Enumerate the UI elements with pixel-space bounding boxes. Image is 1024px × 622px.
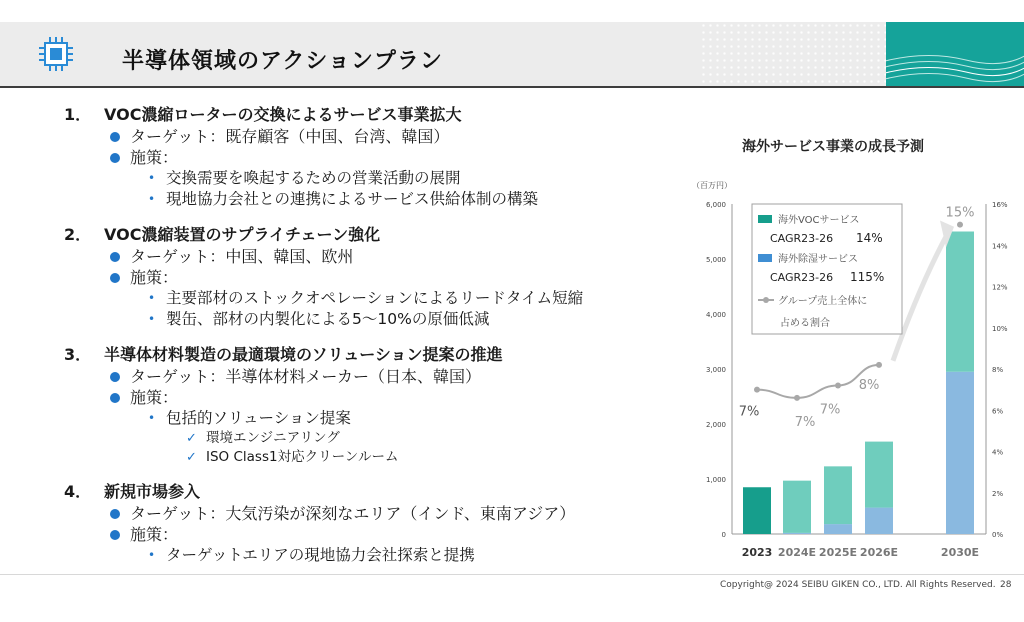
bullet-dot-icon <box>110 273 120 283</box>
share-label: 8% <box>858 377 880 393</box>
y-unit-label: （百万円） <box>692 181 732 190</box>
share-point <box>957 222 963 228</box>
bullet-icon: • <box>148 312 156 326</box>
measures-item: 施策： <box>64 267 704 288</box>
y-tick-label: 4,000 <box>705 311 726 319</box>
bar-dehumidify-service <box>783 533 811 534</box>
share-label: 7% <box>794 414 816 430</box>
y-tick-label: 0 <box>721 531 726 539</box>
x-tick-label: 2025E <box>818 546 858 559</box>
section-title <box>64 224 704 246</box>
bar-voc-service <box>824 466 852 524</box>
share-point <box>794 395 800 401</box>
bar-dehumidify-service <box>946 372 974 534</box>
y2-tick-label: 10% <box>992 324 1008 333</box>
section-heading: VOC濃縮装置のサプライチェーン強化 <box>104 225 381 244</box>
y-tick-label: 6,000 <box>705 201 726 209</box>
measure-item: • 主要部材のストックオペレーションによるリードタイム短縮 <box>148 289 584 307</box>
bullet-icon: • <box>148 291 156 305</box>
measures-item: 施策： <box>64 524 704 545</box>
measures-item: 施策： <box>64 147 704 168</box>
chip-icon <box>38 36 74 72</box>
measure-item: • 包括的ソリューション提案 <box>148 409 351 427</box>
y2-tick-label: 8% <box>992 366 1004 374</box>
check-item: ✓ ISO Class1対応クリーンルーム <box>186 449 399 465</box>
x-tick-label: 2023 <box>741 546 773 559</box>
bullet-dot-icon <box>110 252 120 262</box>
legend-cagr-label: CAGR23-26 <box>770 232 834 245</box>
share-label: 7% <box>738 404 760 420</box>
bar-voc-service <box>783 481 811 533</box>
y2-tick-label: 12% <box>992 283 1008 292</box>
y-tick-label: 1,000 <box>705 476 726 484</box>
y2-tick-label: 16% <box>992 201 1008 209</box>
section-number: 3． <box>64 345 92 364</box>
share-point <box>835 383 841 389</box>
legend-cagr-value: 14% <box>856 231 883 245</box>
measure-item: • 交換需要を喚起するための営業活動の展開 <box>148 169 461 187</box>
share-label: 7% <box>819 402 841 418</box>
header-teal-decoration <box>886 22 1024 86</box>
measure-item: • 製缶、部材の内製化による5～10%の原価低減 <box>148 310 490 328</box>
section-heading: 新規市場参入 <box>104 482 201 501</box>
share-label: 15% <box>945 205 975 221</box>
section-heading: VOC濃縮ローターの交換によるサービス事業拡大 <box>104 105 462 124</box>
y2-tick-label: 0% <box>992 531 1004 539</box>
y2-tick-label: 2% <box>992 489 1004 498</box>
x-tick-label: 2030E <box>940 546 980 559</box>
legend-label-share: グループ売上全体に <box>778 296 868 307</box>
section-number: 2． <box>64 225 92 244</box>
y2-tick-label: 14% <box>992 242 1008 251</box>
bar-dehumidify-service <box>824 524 852 534</box>
bullet-dot-icon <box>110 372 120 382</box>
target-item: ターゲット：既存顧客（中国、台湾、韓国） <box>64 126 704 147</box>
page-title: 半導体領域のアクションプラン <box>122 49 443 74</box>
action-plan-list <box>64 104 704 566</box>
checkmark-icon: ✓ <box>186 431 197 446</box>
bullet-icon: • <box>148 548 156 562</box>
chart-title: 海外サービス事業の成長予測 <box>742 139 924 155</box>
bullet-icon: • <box>148 192 156 206</box>
header-divider <box>0 86 1024 88</box>
x-tick-label: 2024E <box>777 546 817 559</box>
bullet-dot-icon <box>110 393 120 403</box>
section-title <box>64 481 704 503</box>
growth-forecast-chart <box>690 126 1024 566</box>
bar-voc-service <box>743 487 771 534</box>
bullet-icon: • <box>148 171 156 185</box>
bullet-icon: • <box>148 411 156 425</box>
target-item: ターゲット：大気汚染が深刻なエリア（インド、東南アジア） <box>64 503 704 524</box>
share-point <box>876 362 882 368</box>
bullet-dot-icon <box>110 153 120 163</box>
y-tick-label: 3,000 <box>705 366 726 374</box>
section-title <box>64 344 704 366</box>
section-number: 1． <box>64 105 92 124</box>
legend-label-dehumidify: 海外除湿サービス <box>778 254 858 265</box>
y-tick-label: 2,000 <box>705 421 726 429</box>
bar-voc-service <box>946 232 974 372</box>
section-heading: 半導体材料製造の最適環境のソリューション提案の推進 <box>104 345 503 364</box>
legend-label-share-line2: 占める割合 <box>780 318 830 329</box>
header-dot-pattern <box>700 22 890 86</box>
checkmark-icon: ✓ <box>186 450 197 465</box>
legend-cagr-label: CAGR23-26 <box>770 271 834 284</box>
footer-divider <box>0 574 1024 575</box>
legend-swatch-voc <box>758 215 772 223</box>
legend-label-voc: 海外VOCサービス <box>778 215 860 226</box>
y-tick-label: 5,000 <box>705 256 726 264</box>
share-point <box>754 387 760 393</box>
bullet-dot-icon <box>110 509 120 519</box>
bar-dehumidify-service <box>865 508 893 534</box>
target-item: ターゲット：半導体材料メーカー（日本、韓国） <box>64 366 704 387</box>
bar-voc-service <box>865 442 893 508</box>
legend-cagr-value: 115% <box>850 270 885 284</box>
copyright-text: Copyright@ 2024 SEIBU GIKEN CO., LTD. All Rights Reserved. <box>720 580 996 590</box>
section-title <box>64 104 704 126</box>
bullet-dot-icon <box>110 132 120 142</box>
bullet-dot-icon <box>110 530 120 540</box>
check-item: ✓ 環境エンジニアリング <box>186 430 340 446</box>
legend-swatch-dehumidify <box>758 254 772 262</box>
measure-item: • ターゲットエリアの現地協力会社探索と提携 <box>148 546 475 564</box>
page-number: 28 <box>1000 580 1012 590</box>
measure-item: • 現地協力会社との連携によるサービス供給体制の構築 <box>148 190 539 208</box>
legend-swatch-share-dot <box>763 297 769 303</box>
measures-item: 施策： <box>64 387 704 408</box>
y2-tick-label: 6% <box>992 407 1004 416</box>
x-tick-label: 2026E <box>859 546 899 559</box>
y2-tick-label: 4% <box>992 448 1004 457</box>
target-item: ターゲット：中国、韓国、欧州 <box>64 246 704 267</box>
section-number: 4． <box>64 482 92 501</box>
